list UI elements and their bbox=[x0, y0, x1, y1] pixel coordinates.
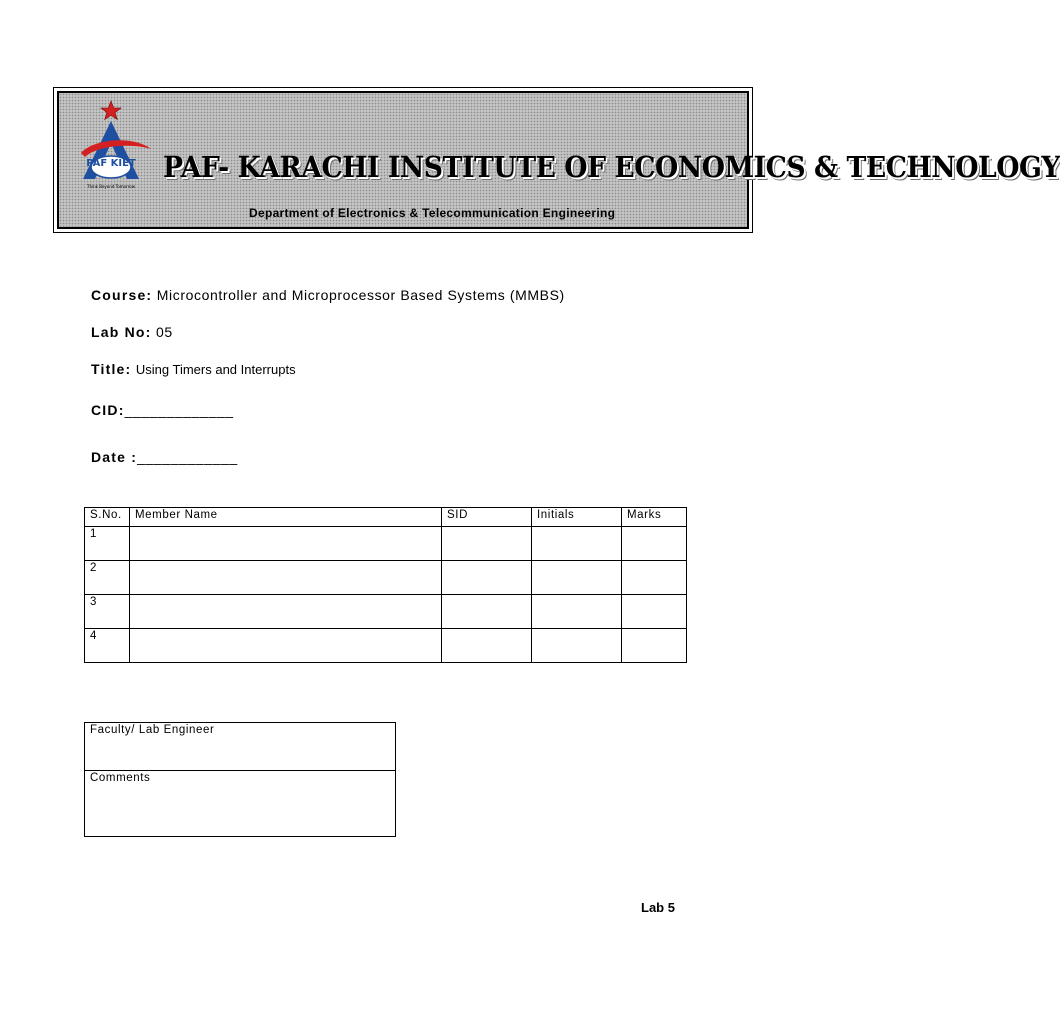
course-label: Course: bbox=[91, 287, 153, 303]
comments-label: Comments bbox=[85, 771, 396, 837]
initials-cell[interactable] bbox=[532, 629, 622, 663]
initials-cell[interactable] bbox=[532, 595, 622, 629]
cid-field bbox=[91, 402, 234, 418]
course-field bbox=[91, 287, 565, 303]
member-name-cell[interactable] bbox=[130, 629, 442, 663]
course-value: Microcontroller and Microprocessor Based Systems (MMBS) bbox=[156, 287, 565, 303]
initials-cell[interactable] bbox=[532, 561, 622, 595]
sid-cell[interactable] bbox=[442, 595, 532, 629]
table-row bbox=[85, 527, 687, 561]
member-name-cell[interactable] bbox=[130, 595, 442, 629]
date-label: Date : bbox=[91, 449, 138, 465]
sid-cell[interactable] bbox=[442, 629, 532, 663]
department-name: Department of Electronics & Telecommunication Engineering bbox=[249, 206, 616, 220]
header-banner-inner bbox=[57, 91, 1060, 229]
members-table bbox=[84, 507, 687, 663]
marks-cell[interactable] bbox=[622, 629, 687, 663]
marks-cell[interactable] bbox=[622, 527, 687, 561]
table-row bbox=[85, 561, 687, 595]
header-initials: Initials bbox=[532, 508, 622, 527]
paf-kiet-logo-icon bbox=[75, 99, 155, 191]
member-name-cell[interactable] bbox=[130, 561, 442, 595]
header-sno: S.No. bbox=[85, 508, 130, 527]
logo-text: PAF KIET bbox=[86, 158, 136, 169]
date-field bbox=[91, 449, 238, 465]
header-sid: SID bbox=[442, 508, 532, 527]
table-row bbox=[85, 595, 687, 629]
lab-no-value: 05 bbox=[156, 324, 173, 340]
faculty-box bbox=[84, 722, 396, 837]
lab-no-field bbox=[91, 324, 173, 340]
faculty-label: Faculty/ Lab Engineer bbox=[85, 723, 396, 771]
comments-row bbox=[85, 771, 396, 837]
logo-motto: Think Beyond Tomorrow bbox=[87, 184, 135, 189]
marks-cell[interactable] bbox=[622, 595, 687, 629]
lab-number-footer: Lab 5 bbox=[641, 900, 675, 915]
faculty-row bbox=[85, 723, 396, 771]
sno-cell: 2 bbox=[85, 561, 130, 595]
members-header-row bbox=[85, 508, 687, 527]
header-member-name: Member Name bbox=[130, 508, 442, 527]
initials-cell[interactable] bbox=[532, 527, 622, 561]
sno-cell: 1 bbox=[85, 527, 130, 561]
marks-cell[interactable] bbox=[622, 561, 687, 595]
cid-label: CID: bbox=[91, 402, 125, 418]
sno-cell: 3 bbox=[85, 595, 130, 629]
sid-cell[interactable] bbox=[442, 561, 532, 595]
date-blank: ____________ bbox=[137, 449, 238, 465]
institute-name: PAF- KARACHI INSTITUTE OF ECONOMICS & TECHNOLOGY bbox=[163, 150, 1060, 184]
header-banner bbox=[53, 87, 1060, 233]
cid-blank: _____________ bbox=[124, 402, 234, 418]
title-value: Using Timers and Interrupts bbox=[135, 362, 296, 377]
sno-cell: 4 bbox=[85, 629, 130, 663]
table-row bbox=[85, 629, 687, 663]
header-marks: Marks bbox=[622, 508, 687, 527]
title-field bbox=[91, 361, 296, 377]
sid-cell[interactable] bbox=[442, 527, 532, 561]
title-label: Title: bbox=[91, 361, 132, 377]
member-name-cell[interactable] bbox=[130, 527, 442, 561]
lab-no-label: Lab No: bbox=[91, 324, 152, 340]
